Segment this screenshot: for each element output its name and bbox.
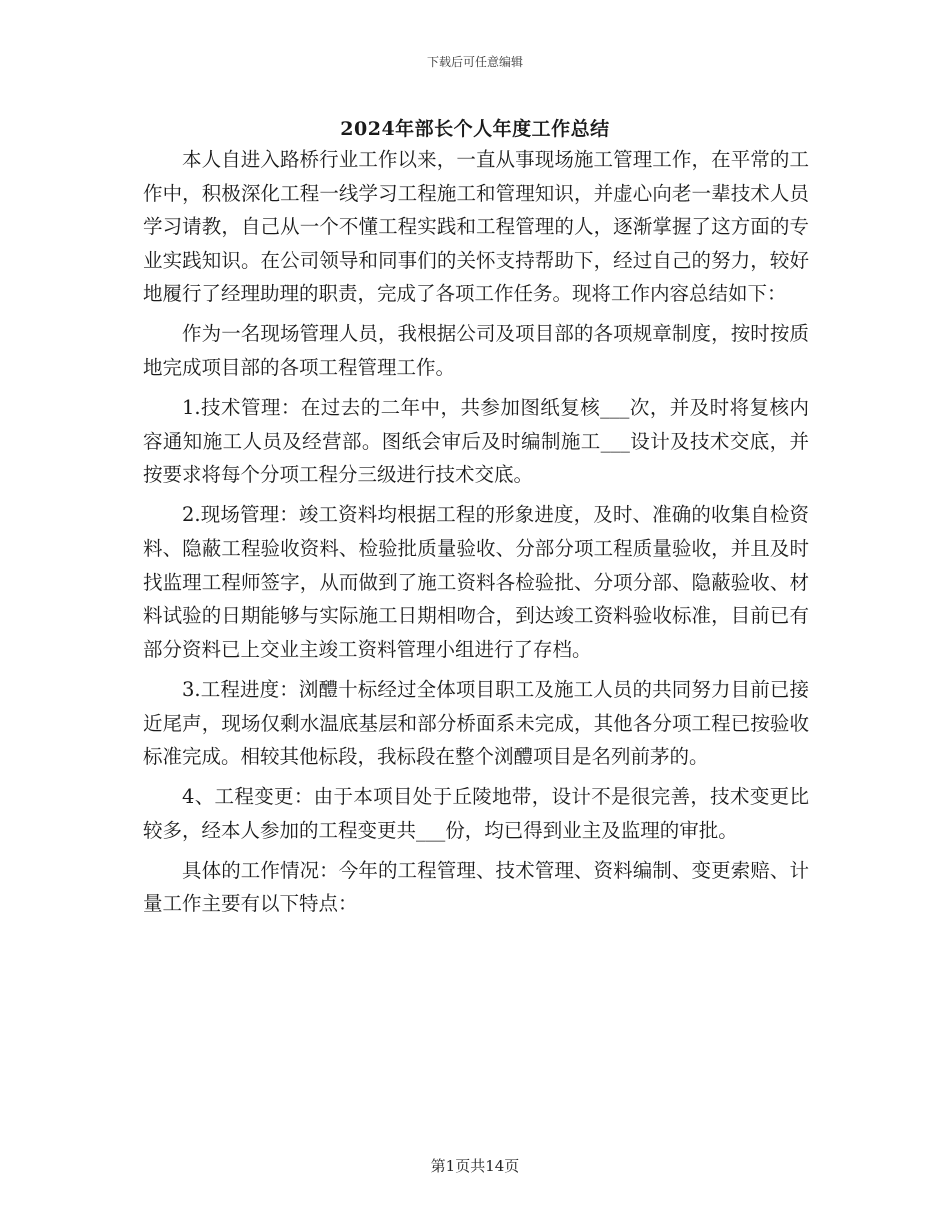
paragraph-work-details: 具体的工作情况：今年的工程管理、技术管理、资料编制、变更索赔、计量工作主要有以下特点： xyxy=(143,858,809,916)
document-body xyxy=(143,143,809,928)
paragraph-project-progress: 3.工程进度：浏醴十标经过全体项目职工及施工人员的共同努力目前已接近尾声，现场仅剩水温底基层和部分桥面系未完成，其他各分项工程已按验收标准完成。相较其他标段，我标段在整个浏醴项目是名列前茅的。 xyxy=(143,677,809,769)
paragraph-engineering-changes: 4、工程变更：由于本项目处于丘陵地带，设计不是很完善，技术变更比较多，经本人参加的工程变更共___份，均已得到业主及监理的审批。 xyxy=(143,785,809,842)
page-number: 第1页共14页 xyxy=(430,1157,520,1175)
document-title: 2024年部长个人年度工作总结 xyxy=(340,118,610,140)
paragraph-technical-management: 1.技术管理：在过去的二年中，共参加图纸复核___次，并及时将复核内容通知施工人员及经营部。图纸会审后及时编制施工___设计及技术交底，并按要求将每个分项工程分三级进行技术交底。 xyxy=(143,396,809,487)
paragraph-role: 作为一名现场管理人员，我根据公司及项目部的各项规章制度，按时按质地完成项目部的各项工程管理工作。 xyxy=(143,322,809,380)
header-note: 下载后可任意编辑 xyxy=(426,55,523,69)
paragraph-site-management: 2.现场管理：竣工资料均根据工程的形象进度，及时、准确的收集自检资料、隐蔽工程验收资料、检验批质量验收、分部分项工程质量验收，并且及时找监理工程师签字，从而做到了施工资料各检验批、分项分部、隐蔽验收、材料试验的日期能够与实际施工日期相吻合，到达竣工资料验收标准，目前已有部分资料已上交业主竣工资料管理小组进行了存档。 xyxy=(143,503,809,661)
paragraph-intro: 本人自进入路桥行业工作以来，一直从事现场施工管理工作，在平常的工作中，积极深化工程一线学习工程施工和管理知识，并虚心向老一辈技术人员学习请教，自己从一个不懂工程实践和工程管理的人，逐渐掌握了这方面的专业实践知识。在公司领导和同事们的关怀支持帮助下，经过自己的努力，较好地履行了经理助理的职责，完成了各项工作任务。现将工作内容总结如下： xyxy=(143,148,809,306)
